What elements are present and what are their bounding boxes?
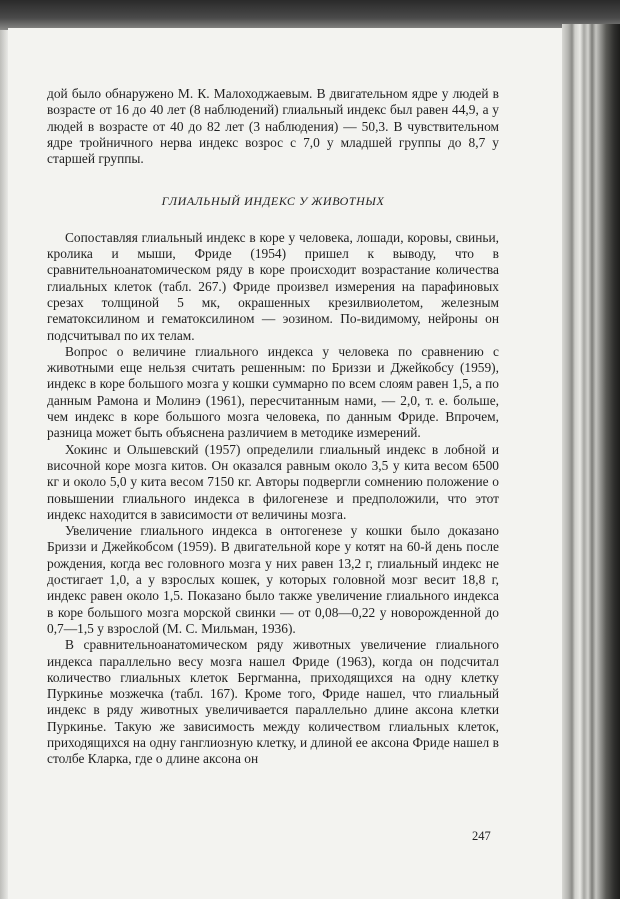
- scan-left-edge: [0, 30, 8, 899]
- book-spine-edge: [562, 24, 620, 899]
- paragraph: Увеличение глиального индекса в онтогенезе у кошки было доказано Бриззи и Джейкобсом (1959). В двигательной коре у котят на 60-й день после рождения, когда вес головного мозга у них равен 13,2 г, глиальный индекс не достигает 1,0, а у взрослых кошек, у которых головной мозг весит 18,8 г, индекс равен около 1,5. Показано было также увеличение глиального индекса в коре большого мозга морской свинки — от 0,08—0,22 у новорожденной до 0,7—1,5 у взрослой (М. С. Мильман, 1936).: [47, 523, 499, 636]
- paragraph: В сравнительноанатомическом ряду животных увеличение глиального индекса параллельно весу мозга нашел Фриде (1963), когда он подсчитал количество глиальных клеток Бергманна, приходящихся на одну клетку Пуркинье мозжечка (табл. 167). Кроме того, Фриде нашел, что глиальный индекс в ряду животных увеличивается параллельно длине аксона клетки Пуркинье. Такую же зависимость между количеством глиальных клеток, приходящихся на одну ганглиозную клетку, и длиной ее аксона Фриде нашел в столбе Кларка, где о длине аксона он: [47, 637, 499, 767]
- page-body: [47, 86, 499, 768]
- paragraph: Хокинс и Ольшевский (1957) определили глиальный индекс в лобной и височной коре мозга китов. Он оказался равным около 3,5 у кита весом 6500 кг и около 5,0 у кита весом 7150 кг. Авторы подвергли сомнению положение о повышении глиального индекса в филогенезе и предположили, что этот индекс находится в зависимости от величины мозга.: [47, 441, 499, 522]
- section-heading: ГЛИАЛЬНЫЙ ИНДЕКС У ЖИВОТНЫХ: [161, 194, 385, 209]
- paragraph-continuation: дой было обнаружено М. К. Малоходжаевым. В двигательном ядре у людей в возрасте от 16 до 40 лет (8 наблюдений) глиальный индекс был равен 44,9, а у людей в возрасте от 40 до 82 лет (3 наблюдения) — 50,3. В чувствительном ядре тройничного нерва индекс возрос с 7,0 у младшей группы до 8,7 у старшей группы.: [47, 86, 499, 167]
- page-number: 247: [472, 829, 491, 843]
- scan-top-shadow: [0, 0, 620, 30]
- paragraph: Вопрос о величине глиального индекса у человека по сравнению с животными еще нельзя считать решенным: по Бриззи и Джейкобсу (1959), индекс в коре большого мозга у кошки суммарно по всем слоям равен 1,5, а по данным Рамона и Молинэ (1961), пересчитанным нами, — 2,0, т. е. больше, чем индекс в коре большого мозга человека, по данным Фриде. Впрочем, разница может быть объяснена различием в методике измерений.: [47, 343, 499, 441]
- paragraph: Сопоставляя глиальный индекс в коре у человека, лошади, коровы, свиньи, кролика и мыши, Фриде (1954) пришел к выводу, что в сравнительноанатомическом ряду в коре происходит возрастание количества глиальных клеток (табл. 267.) Фриде произвел измерения на парафиновых срезах толщиной 5 мк, окрашенных крезилвиолетом, железным гематоксилином и гематоксилином — эозином. По-видимому, нейроны он подсчитывал по их телам.: [47, 229, 499, 343]
